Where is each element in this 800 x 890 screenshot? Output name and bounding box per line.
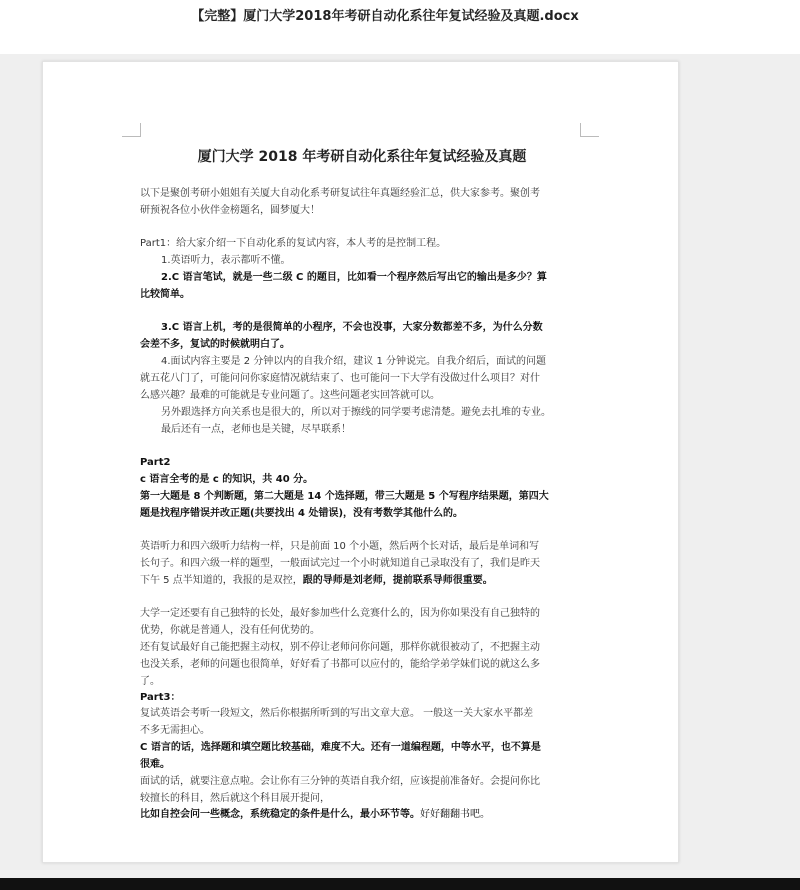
paragraph-line (140, 505, 463, 522)
line-text: 第一大题是 8 个判断题，第二大题是 14 个选择题，带三大题是 5 个写程序结果题，第四大 (140, 491, 549, 502)
margin-corner-top-right (580, 123, 599, 137)
paragraph-line (161, 404, 551, 421)
line-text: 长句子。和四六级一样的题型，一般面试完过一个小时就知道自己录取没有了，我们是昨天 (140, 558, 540, 569)
paragraph-line (140, 773, 540, 790)
line-text: 比较简单。 (140, 289, 190, 300)
paragraph-line (140, 235, 446, 252)
paragraph-line (140, 370, 540, 387)
margin-corner-top-left (122, 123, 141, 137)
line-text: 也没关系，老师的问题也很简单，好好看了书都可以应付的，能给学弟学妹们说的就这么多 (140, 659, 540, 670)
line-text: Part3： (140, 692, 181, 703)
paragraph-line (140, 689, 180, 706)
line-text: 复试英语会考听一段短文，然后你根据所听到的写出文章大意。 一般这一关大家水平都差 (140, 708, 534, 719)
line-text: 4.面试内容主要是 2 分钟以内的自我介绍，建议 1 分钟说完。自我介绍后，面试的问题 (161, 356, 546, 367)
title-bar (0, 0, 800, 54)
line-text: C 语言的话，选择题和填空题比较基础，难度不大。还有一道编程题，中等水平，也不算是 (140, 742, 541, 753)
line-text: 就五花八门了，可能问问你家庭情况就结束了、也可能问一下大学有没做过什么项目？对什 (140, 373, 540, 384)
document-page (42, 61, 679, 863)
line-text: c 语言全考的是 c 的知识，共 40 分。 (140, 474, 314, 485)
line-text: Part1：给大家介绍一下自动化系的复试内容，本人考的是控制工程。 (140, 238, 447, 249)
line-text: 会差不多，复试的时候就明白了。 (140, 339, 290, 350)
paragraph-line (161, 353, 546, 370)
paragraph-line (161, 269, 547, 286)
paragraph-line (140, 336, 290, 353)
line-text: 1.英语听力，表示都听不懂。 (161, 255, 291, 266)
paragraph-line (140, 722, 210, 739)
paragraph-line (140, 739, 541, 756)
paragraph-line (140, 639, 540, 656)
paragraph-line (140, 387, 440, 404)
line-text: 英语听力和四六级听力结构一样，只是前面 10 个小题，然后两个长对话，最后是单词和写 (140, 541, 540, 552)
paragraph-line (140, 454, 170, 471)
line-text: 研预祝各位小伙伴金榜题名，圆梦厦大！ (140, 205, 320, 216)
line-text: Part2 (140, 457, 171, 468)
paragraph-line (140, 202, 320, 219)
line-text: 面试的话，就要注意点啦。会让你有三分钟的英语自我介绍，应该提前准备好。会提问你比 (140, 776, 540, 787)
document-file-title: 【完整】厦门大学2018年考研自动化系往年复试经验及真题.docx (191, 9, 579, 24)
line-text-normal-tail: 好好翻翻书吧。 (420, 809, 490, 820)
paragraph-line (140, 790, 330, 807)
paragraph-line (140, 488, 549, 505)
line-text: 较擅长的科目，然后就这个科目展开提问， (140, 793, 330, 804)
line-text: 大学一定还要有自己独特的长处，最好参加些什么竞赛什么的，因为你如果没有自己独特的 (140, 608, 540, 619)
paragraph-line (140, 471, 313, 488)
paragraph-line (140, 185, 540, 202)
paragraph-line (140, 555, 540, 572)
paragraph-line (140, 705, 533, 722)
paragraph-line (140, 656, 540, 673)
line-text: 了。 (140, 676, 160, 687)
line-text: 题是找程序错误并改正题(共要找出 4 处错误)，没有考数学其他什么的。 (140, 508, 464, 519)
document-heading: 厦门大学 2018 年考研自动化系往年复试经验及真题 (197, 149, 527, 165)
line-text: 最后还有一点，老师也是关键，尽早联系！ (161, 424, 351, 435)
line-text: 么感兴趣？最难的可能就是专业问题了。这些问题老实回答就可以。 (140, 390, 440, 401)
bottom-bar (0, 878, 800, 890)
line-text: 很难。 (140, 759, 170, 770)
line-text: 另外跟选择方向关系也是很大的，所以对于擦线的同学要考虑清楚。避免去扎堆的专业。 (161, 407, 551, 418)
paragraph-line (140, 572, 493, 589)
paragraph-line (161, 421, 351, 438)
line-text: 下午 5 点半知道的，我报的是双控， (140, 575, 303, 586)
paragraph-line (161, 319, 543, 336)
paragraph-line (140, 605, 540, 622)
line-text: 3.C 语言上机，考的是很简单的小程序，不会也没事，大家分数都差不多，为什么分数 (161, 322, 543, 333)
paragraph-line (140, 756, 170, 773)
paragraph-line (140, 286, 190, 303)
paragraph-line (140, 806, 490, 823)
line-text: 还有复试最好自己能把握主动权，别不停让老师问你问题，那样你就很被动了，不把握主动 (140, 642, 540, 653)
paragraph-line (161, 252, 291, 269)
paragraph-line (140, 622, 320, 639)
line-text-bold-tail: 跟的导师是刘老师，提前联系导师很重要。 (302, 575, 493, 586)
line-text: 优势，你就是普通人，没有任何优势的。 (140, 625, 320, 636)
paragraph-line (140, 673, 160, 690)
paragraph-line (140, 538, 539, 555)
line-text: 以下是聚创考研小姐姐有关厦大自动化系考研复试往年真题经验汇总，供大家参考。聚创考 (140, 188, 540, 199)
line-text: 不多无需担心。 (140, 725, 210, 736)
line-text: 2.C 语言笔试，就是一些二级 C 的题目，比如看一个程序然后写出它的输出是多少？算 (161, 272, 547, 283)
line-text: 比如自控会问一些概念，系统稳定的条件是什么，最小环节等。 (140, 809, 420, 820)
